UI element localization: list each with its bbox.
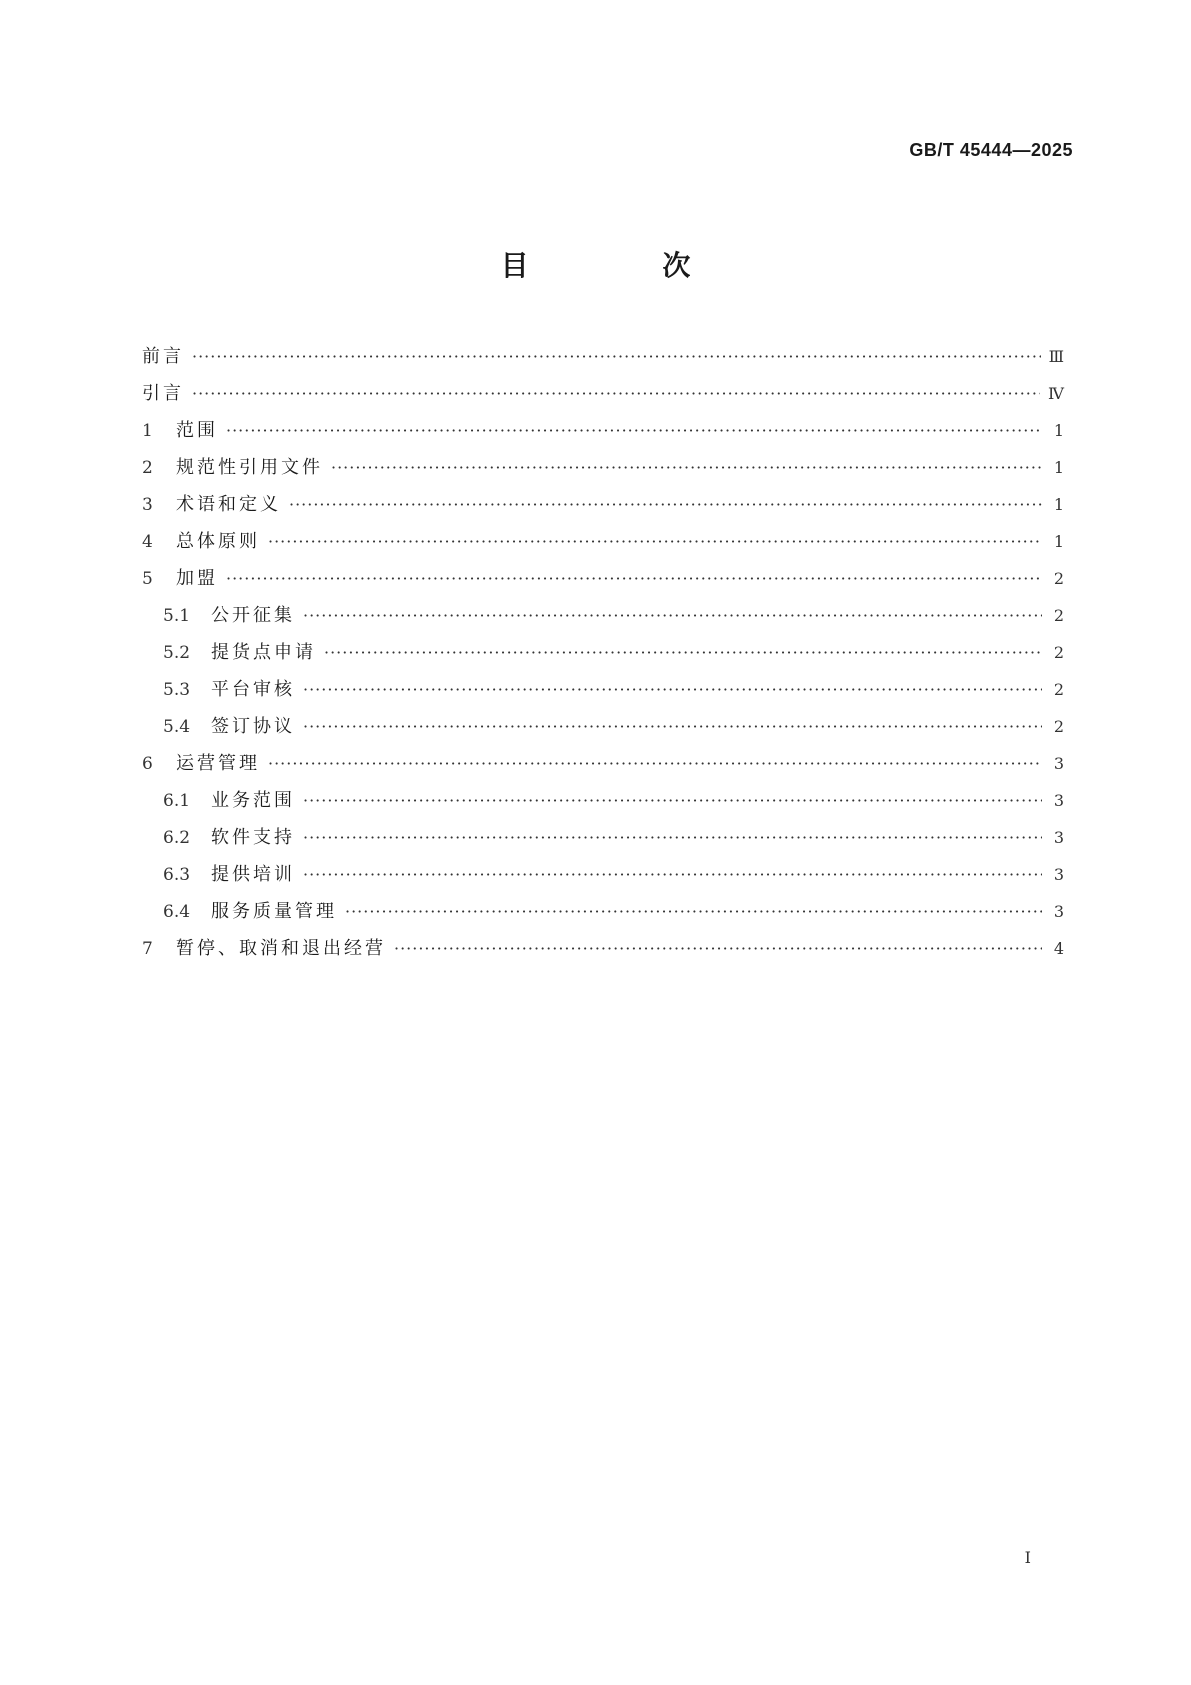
- toc-entry-page: 3: [1053, 902, 1064, 921]
- dot-leader: [226, 412, 1042, 449]
- toc-entry-number: 5.3: [163, 680, 191, 700]
- toc-entry-number: 6.2: [163, 828, 191, 848]
- toc-entry-5-4[interactable]: [142, 708, 1064, 745]
- toc-entry-label: 术语和定义: [176, 494, 281, 515]
- page-number: Ⅰ: [1024, 1548, 1031, 1567]
- dot-leader: [303, 671, 1042, 708]
- dot-leader: [303, 708, 1042, 745]
- toc-entry-page: 2: [1053, 606, 1064, 625]
- toc-entry-label: 提供培训: [211, 864, 295, 885]
- dot-leader: [345, 893, 1042, 930]
- dot-leader: [268, 745, 1042, 782]
- dot-leader: [303, 856, 1042, 893]
- toc-entry-page: 2: [1053, 643, 1064, 662]
- toc-entry-page: 2: [1053, 717, 1064, 736]
- dot-leader: [394, 930, 1042, 967]
- toc-entry-6-2[interactable]: [142, 819, 1064, 856]
- dot-leader: [331, 449, 1042, 486]
- toc-entry-number: 6: [142, 754, 153, 774]
- toc-entry-5-3[interactable]: [142, 671, 1064, 708]
- toc-entry-number: 5.1: [163, 606, 191, 626]
- dot-leader: [192, 338, 1041, 375]
- toc-entry-page: 1: [1053, 532, 1064, 551]
- toc-entry-7[interactable]: [142, 930, 1064, 967]
- toc-entry-page: Ⅳ: [1048, 384, 1064, 403]
- toc-entry-6[interactable]: [142, 745, 1064, 782]
- toc-entry-label: 签订协议: [211, 716, 295, 737]
- toc-entry-number: 5.4: [163, 717, 191, 737]
- toc-entry-number: 1: [142, 421, 153, 441]
- toc-entry-page: 4: [1053, 939, 1064, 958]
- toc-entry-label: 提货点申请: [211, 642, 316, 663]
- toc-entry-number: 3: [142, 495, 153, 515]
- toc-entry-5-2[interactable]: [142, 634, 1064, 671]
- toc-entry-label: 公开征集: [211, 605, 295, 626]
- toc-entry-5[interactable]: [142, 560, 1064, 597]
- toc-entry-page: 3: [1053, 865, 1064, 884]
- toc-entry-6-1[interactable]: [142, 782, 1064, 819]
- toc-entry-foreword[interactable]: [142, 338, 1064, 375]
- toc-entry-introduction[interactable]: [142, 375, 1064, 412]
- dot-leader: [226, 560, 1042, 597]
- toc-entry-label: 服务质量管理: [211, 901, 337, 922]
- toc-entry-number: 4: [142, 532, 153, 552]
- toc-entry-page: 3: [1053, 791, 1064, 810]
- dot-leader: [268, 523, 1042, 560]
- toc-entry-1[interactable]: [142, 412, 1064, 449]
- toc-entry-label: 暂停、取消和退出经营: [176, 938, 386, 959]
- toc-entry-number: 2: [142, 458, 153, 478]
- toc-entry-number: 5: [142, 569, 153, 589]
- toc-entry-page: 1: [1053, 458, 1064, 477]
- toc-entry-page: Ⅲ: [1048, 347, 1064, 366]
- dot-leader: [303, 782, 1042, 819]
- toc-entry-label: 范围: [176, 420, 218, 441]
- dot-leader: [192, 375, 1040, 412]
- toc-entry-2[interactable]: [142, 449, 1064, 486]
- toc-entry-5-1[interactable]: [142, 597, 1064, 634]
- dot-leader: [324, 634, 1042, 671]
- page-title: 目 次: [500, 249, 753, 282]
- standard-code: GB/T 45444—2025: [909, 140, 1073, 160]
- toc-entry-number: 7: [142, 939, 153, 959]
- toc-entry-number: 6.3: [163, 865, 191, 885]
- dot-leader: [303, 597, 1042, 634]
- dot-leader: [303, 819, 1042, 856]
- toc-entry-label: 平台审核: [211, 679, 295, 700]
- toc-entry-label: 业务范围: [211, 790, 295, 811]
- toc-entry-number: 6.1: [163, 791, 191, 811]
- toc-entry-page: 1: [1053, 421, 1064, 440]
- toc-entry-page: 2: [1053, 569, 1064, 588]
- toc-entry-label: 总体原则: [176, 531, 260, 552]
- toc-entry-label: 引言: [142, 383, 184, 404]
- toc-entry-6-3[interactable]: [142, 856, 1064, 893]
- toc-entry-page: 3: [1053, 754, 1064, 773]
- toc-entry-number: 5.2: [163, 643, 191, 663]
- toc-entry-page: 2: [1053, 680, 1064, 699]
- table-of-contents: [142, 338, 1064, 967]
- toc-entry-3[interactable]: [142, 486, 1064, 523]
- toc-entry-6-4[interactable]: [142, 893, 1064, 930]
- toc-entry-label: 运营管理: [176, 753, 260, 774]
- toc-entry-label: 前言: [142, 346, 184, 367]
- toc-entry-page: 1: [1053, 495, 1064, 514]
- dot-leader: [289, 486, 1042, 523]
- toc-entry-label: 软件支持: [211, 827, 295, 848]
- toc-entry-page: 3: [1053, 828, 1064, 847]
- toc-entry-4[interactable]: [142, 523, 1064, 560]
- toc-entry-number: 6.4: [163, 902, 191, 922]
- toc-entry-label: 加盟: [176, 568, 218, 589]
- toc-entry-label: 规范性引用文件: [176, 457, 323, 478]
